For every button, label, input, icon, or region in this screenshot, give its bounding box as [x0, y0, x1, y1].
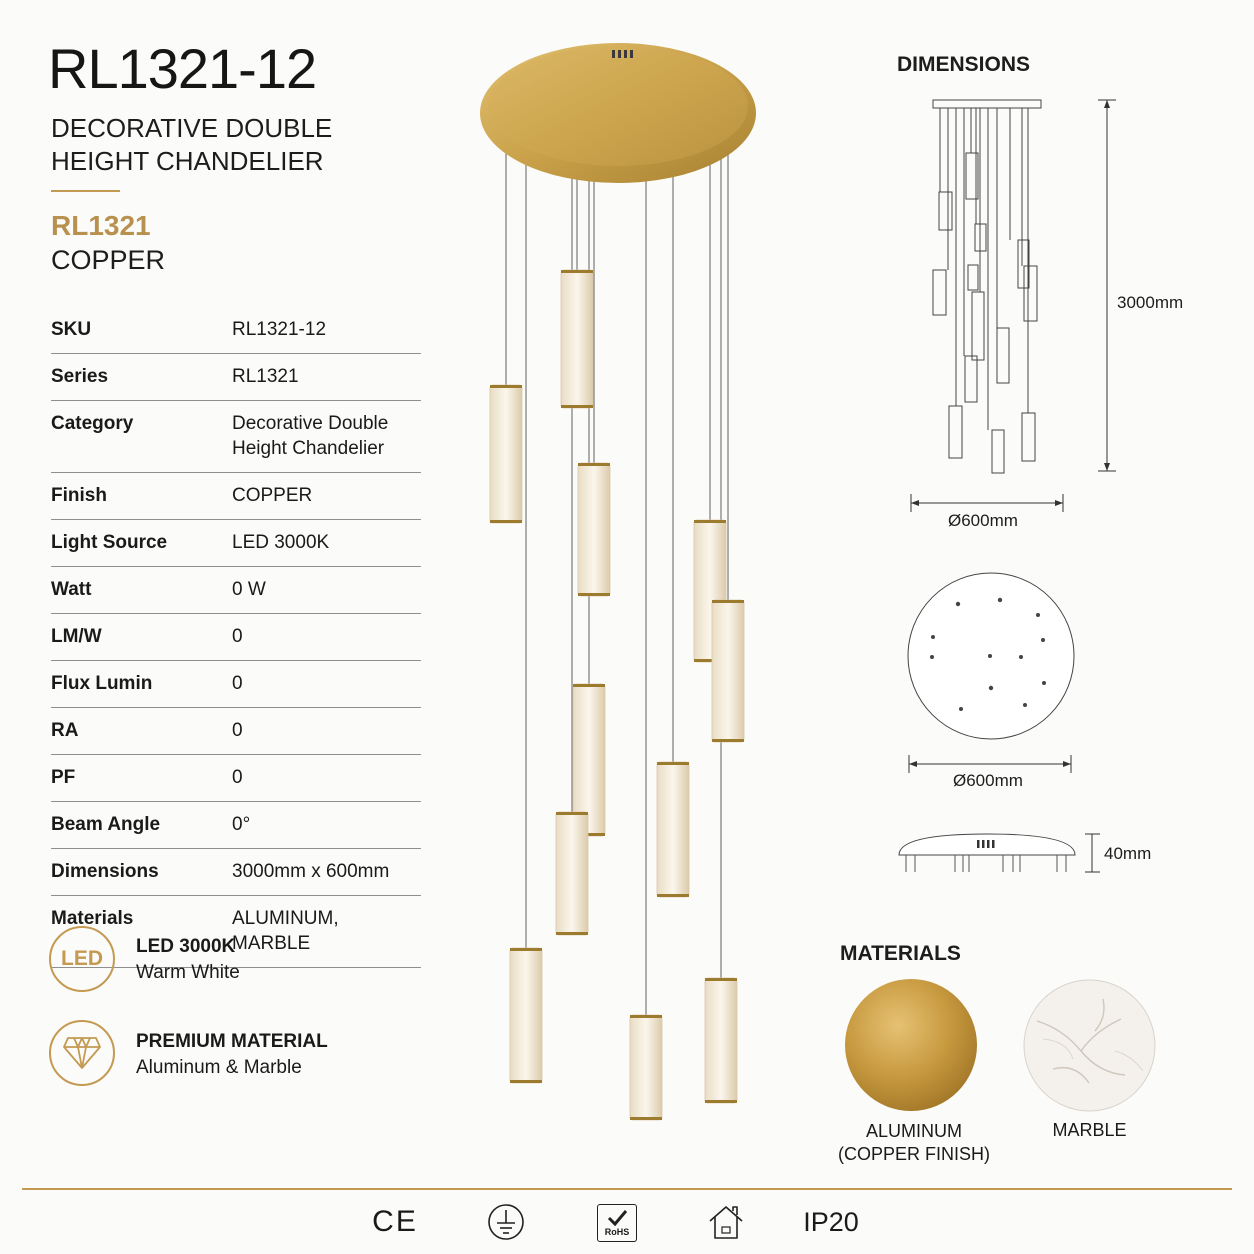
spec-value: ALUMINUM, MARBLE: [232, 896, 421, 968]
feature-material-subtitle: Aluminum & Marble: [136, 1057, 302, 1078]
feature-led-title: LED 3000K: [136, 936, 236, 957]
marble-swatch: [1023, 979, 1156, 1112]
top-diameter-label: Ø600mm: [953, 771, 1023, 790]
material-marble-label: MARBLE: [1052, 1120, 1127, 1140]
footer-divider: [22, 1188, 1232, 1190]
spec-value: 0: [232, 661, 421, 708]
ground-icon: [485, 1200, 527, 1244]
product-subtitle: DECORATIVE DOUBLE HEIGHT CHANDELIER: [51, 113, 333, 176]
spec-label: Category: [51, 401, 232, 473]
front-elevation-drawing: [900, 95, 1130, 525]
spec-value: 0: [232, 614, 421, 661]
canopy-height-label: 40mm: [1104, 844, 1152, 863]
indoor-icon: [705, 1200, 747, 1244]
gold-divider: [51, 190, 120, 192]
rohs-mark: RoHS: [597, 1204, 637, 1242]
series-code: RL1321: [51, 210, 151, 241]
diamond-icon: [49, 1020, 115, 1086]
side-view-drawing: [895, 828, 1105, 876]
spec-row: [51, 614, 421, 661]
spec-label: RA: [51, 708, 232, 755]
spec-row: [51, 473, 421, 520]
spec-row: [51, 307, 421, 354]
chandelier-photo: [470, 38, 770, 1133]
spec-value: 0 W: [232, 567, 421, 614]
spec-value: LED 3000K: [232, 520, 421, 567]
spec-value: 0: [232, 708, 421, 755]
copper-swatch: [845, 979, 977, 1111]
led-icon: LED: [49, 926, 115, 992]
spec-label: Beam Angle: [51, 802, 232, 849]
ce-mark: CE: [372, 1205, 418, 1238]
spec-label: Light Source: [51, 520, 232, 567]
spec-row: [51, 755, 421, 802]
feature-material-title: PREMIUM MATERIAL: [136, 1031, 328, 1052]
material-aluminum-label: ALUMINUM (COPPER FINISH): [838, 1121, 991, 1164]
spec-label: SKU: [51, 307, 232, 354]
spec-label: LM/W: [51, 614, 232, 661]
spec-label: PF: [51, 755, 232, 802]
spec-label: Materials: [51, 896, 232, 968]
spec-value: RL1321: [232, 354, 421, 401]
feature-led-subtitle: Warm White: [136, 962, 240, 983]
spec-row: [51, 567, 421, 614]
spec-label: Dimensions: [51, 849, 232, 896]
spec-value: 3000mm x 600mm: [232, 849, 421, 896]
series-finish: COPPER: [51, 245, 166, 275]
materials-heading: MATERIALS: [840, 942, 961, 965]
spec-label: Flux Lumin: [51, 661, 232, 708]
spec-label: Finish: [51, 473, 232, 520]
spec-row: [51, 520, 421, 567]
spec-row: [51, 354, 421, 401]
spec-row: [51, 849, 421, 896]
front-diameter-label: Ø600mm: [948, 511, 1018, 530]
product-title: RL1321-12: [48, 37, 317, 100]
spec-row: [51, 802, 421, 849]
spec-value: 0°: [232, 802, 421, 849]
spec-table: [51, 307, 421, 968]
spec-label: Series: [51, 354, 232, 401]
spec-value: RL1321-12: [232, 307, 421, 354]
spec-value: Decorative Double Height Chandelier: [232, 401, 421, 473]
feature-led: [49, 926, 115, 992]
spec-value: COPPER: [232, 473, 421, 520]
spec-label: Watt: [51, 567, 232, 614]
spec-row: [51, 708, 421, 755]
spec-row: [51, 661, 421, 708]
spec-row: [51, 401, 421, 473]
dimensions-heading: DIMENSIONS: [897, 53, 1031, 76]
spec-value: 0: [232, 755, 421, 802]
ip-rating: IP20: [803, 1206, 859, 1237]
height-label: 3000mm: [1117, 293, 1184, 312]
top-view-drawing: [900, 568, 1080, 778]
feature-material: [49, 1020, 115, 1086]
